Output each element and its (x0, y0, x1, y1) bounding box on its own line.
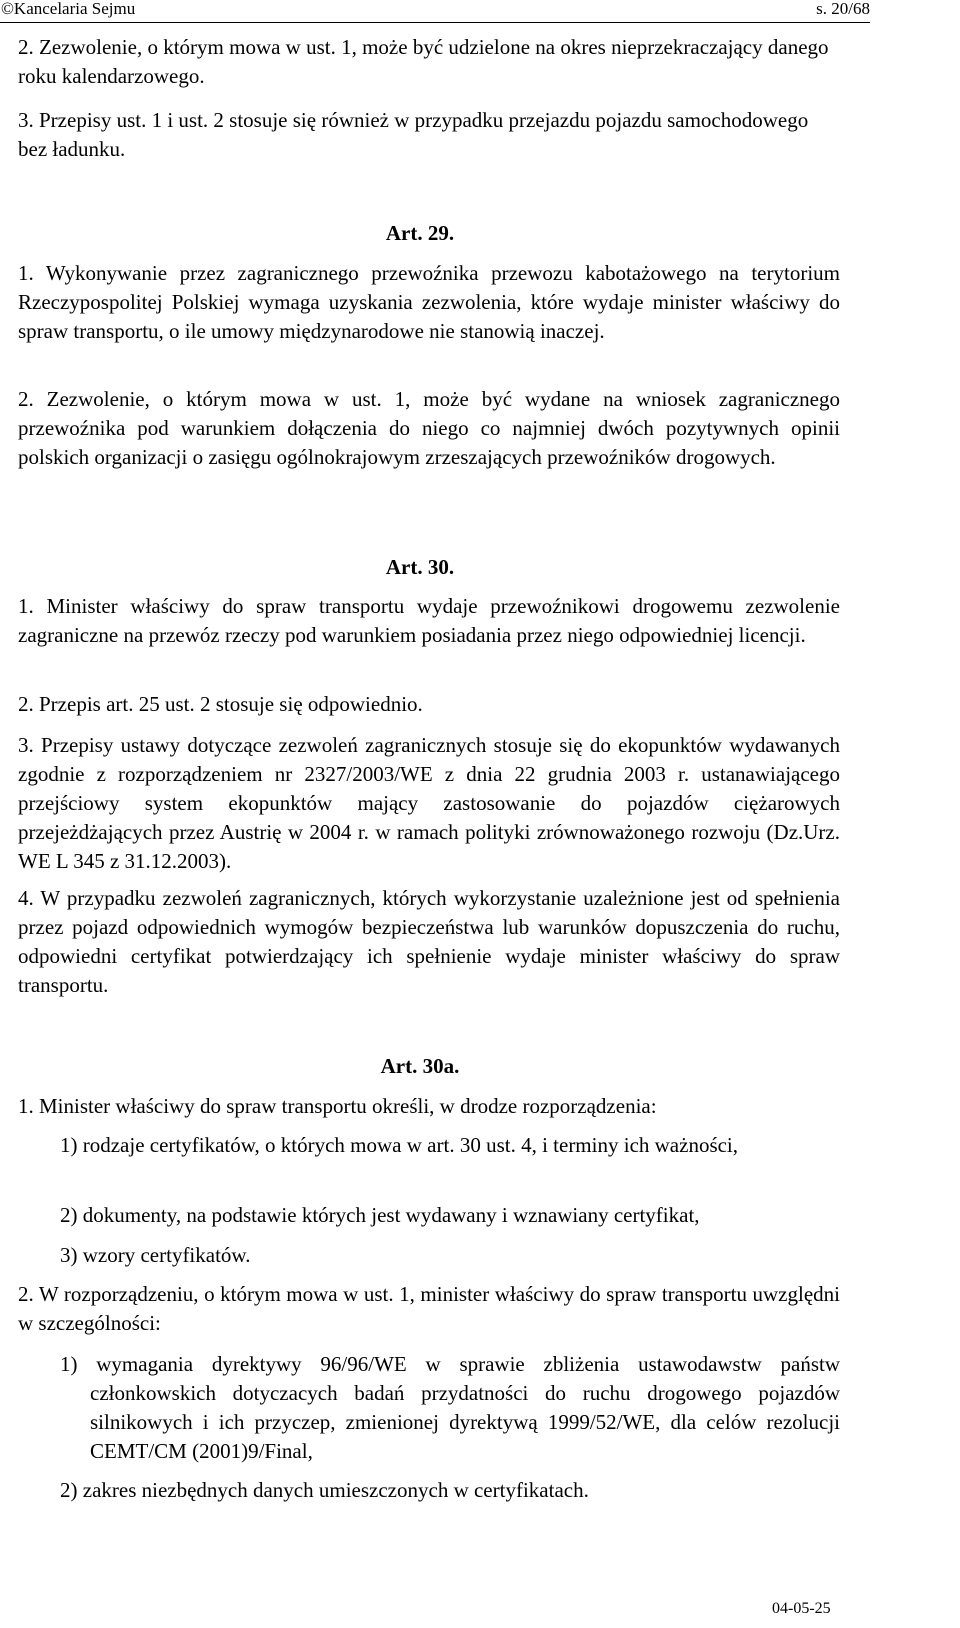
art30a-ust2-pkt2: 2) zakres niezbędnych danych umieszczonych w certyfikatach. (60, 1478, 589, 1502)
article-29-heading: Art. 29. (385, 221, 455, 245)
page-number: s. 20/68 (816, 0, 870, 18)
art29-ust1: 1. Wykonywanie przez zagranicznego przewoźnika przewozu kabotażowego na terytorium Rzeczypospolitej Polskiej wymaga uzyskania zezwolenia, które wydaje minister właściwy do spraw transportu, o ile umowy międzynarodowe nie stanowią inaczej. (18, 261, 840, 343)
art30a-ust2-pkt1: 1) wymagania dyrektywy 96/96/WE w sprawie zbliżenia ustawodawstw państw członkowskich dotyczacych badań przydatności do ruchu drogowego pojazdów silnikowych i ich przyczep, zmienionej dyrektywą 1999/52/WE, dla celów rezolucji CEMT/CM (2001)9/Final, (60, 1352, 840, 1463)
art30-ust4: 4. W przypadku zezwoleń zagranicznych, których wykorzystanie uzależnione jest od spełnienia przez pojazd odpowiednich wymogów bezpieczeństwa lub warunków dopuszczenia do ruchu, odpowiedni certyfikat potwierdzający ich spełnienie wydaje minister właściwy do spraw transportu. (18, 886, 840, 997)
art30-ust1: 1. Minister właściwy do spraw transportu wydaje przewoźnikowi drogowemu zezwolenie zagraniczne na przewóz rzeczy pod warunkiem posiadania przez niego odpowiedniej licencji. (18, 594, 840, 647)
header-source: ©Kancelaria Sejmu (1, 0, 136, 18)
art29-ust2: 2. Zezwolenie, o którym mowa w ust. 1, może być wydane na wniosek zagranicznego przewoźnika pod warunkiem dołączenia do niego co najmniej dwóch pozytywnych opinii polskich organizacji o zasięgu ogólnokrajowym zrzeszających przewoźników drogowych. (18, 387, 840, 469)
art28-ust3: 3. Przepisy ust. 1 i ust. 2 stosuje się również w przypadku przejazdu pojazdu samochodowego bez ładunku. (18, 108, 809, 161)
art28-ust2: 2. Zezwolenie, o którym mowa w ust. 1, może być udzielone na okres nieprzekraczający danego roku kalendarzowego. (18, 35, 829, 88)
art30-ust2: 2. Przepis art. 25 ust. 2 stosuje się odpowiednio. (18, 692, 423, 716)
art30-ust3: 3. Przepisy ustawy dotyczące zezwoleń zagranicznych stosuje się do ekopunktów wydawanych zgodnie z rozporządzeniem nr 2327/2003/WE z dnia 22 grudnia 2003 r. ustanawiającego przejściowy system ekopunktów mający zastosowanie do pojazdów ciężarowych przejeżdżających przez Austrię w 2004 r. w ramach polityki zrównoważonego rozwoju (Dz.Urz. WE L 345 z 31.12.2003). (18, 733, 840, 873)
article-30a-heading: Art. 30a. (380, 1054, 460, 1078)
art30a-ust1-pkt1: 1) rodzaje certyfikatów, o których mowa w art. 30 ust. 4, i terminy ich ważności, (60, 1133, 739, 1157)
art30a-ust1: 1. Minister właściwy do spraw transportu określi, w drodze rozporządzenia: (18, 1094, 657, 1118)
footer-date: 04-05-25 (772, 1600, 831, 1617)
article-30-heading: Art. 30. (385, 555, 455, 579)
header-rule (0, 22, 870, 23)
art30a-ust2: 2. W rozporządzeniu, o którym mowa w ust. 1, minister właściwy do spraw transportu uwzględni w szczególności: (18, 1282, 840, 1335)
art30a-ust1-pkt2: 2) dokumenty, na podstawie których jest wydawany i wznawiany certyfikat, (60, 1203, 700, 1227)
art30a-ust1-pkt3: 3) wzory certyfikatów. (60, 1243, 251, 1267)
